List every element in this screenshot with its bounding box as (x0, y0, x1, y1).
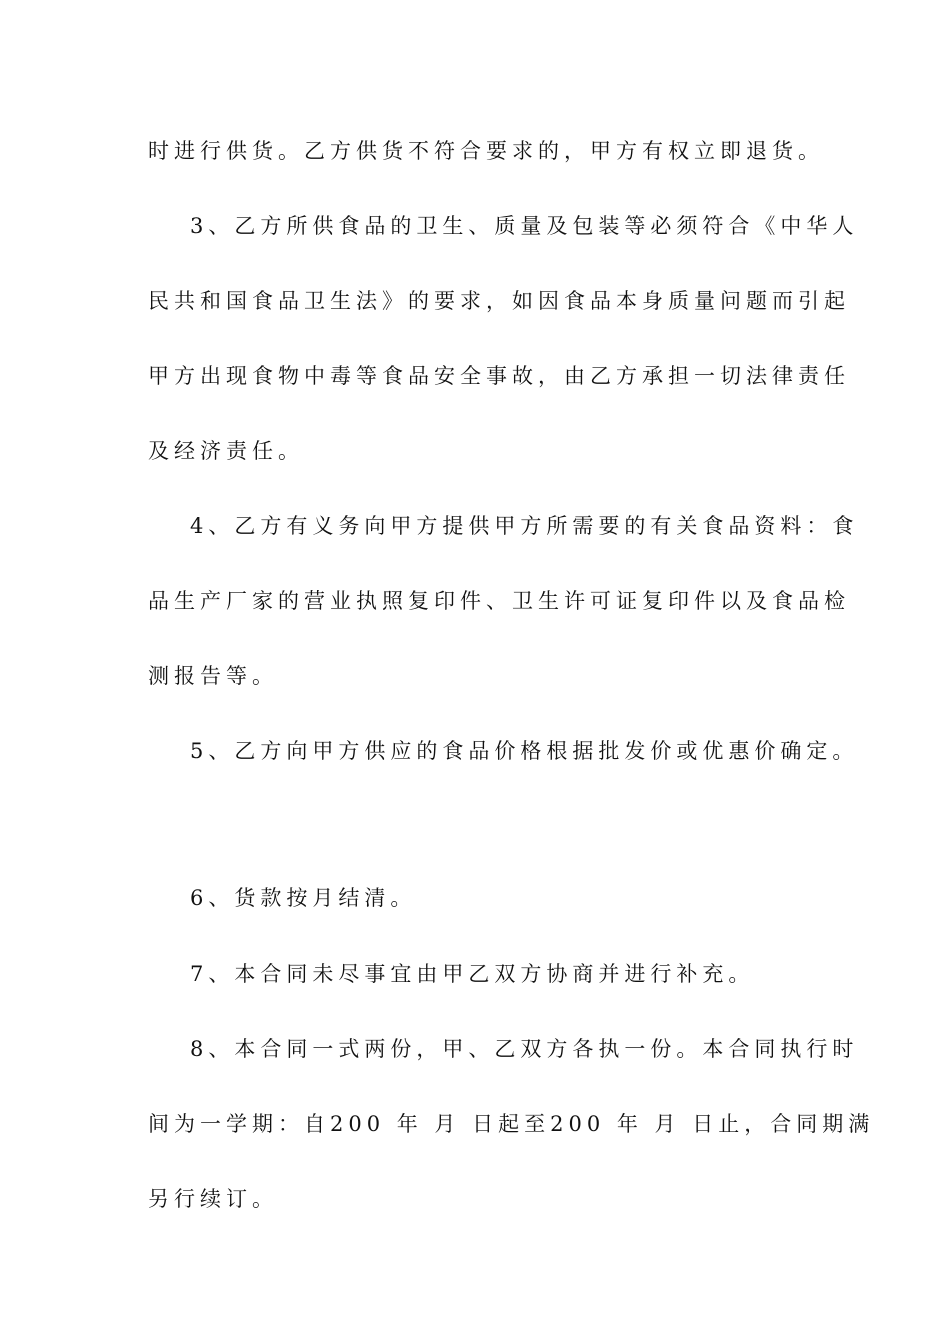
text-line: 4、乙方有义务向甲方提供甲方所需要的有关食品资料：食 (190, 514, 859, 538)
text-line: 5、乙方向甲方供应的食品价格根据批发价或优惠价确定。 (190, 739, 859, 763)
text-line: 另行续订。 (148, 1187, 278, 1211)
text-line: 及经济责任。 (148, 439, 304, 463)
text-line: 品生产厂家的营业执照复印件、卫生许可证复印件以及食品检 (148, 589, 850, 613)
text-line: 8、本合同一式两份，甲、乙双方各执一份。本合同执行时 (190, 1037, 859, 1061)
text-line: 时进行供货。乙方供货不符合要求的，甲方有权立即退货。 (148, 139, 824, 163)
text-line: 间为一学期：自200 年 月 日起至200 年 月 日止，合同期满 (148, 1112, 875, 1136)
text-line: 3、乙方所供食品的卫生、质量及包装等必须符合《中华人 (190, 214, 859, 238)
text-line: 测报告等。 (148, 664, 278, 688)
text-line: 甲方出现食物中毒等食品安全事故，由乙方承担一切法律责任 (148, 364, 850, 388)
text-line: 7、本合同未尽事宜由甲乙双方协商并进行补充。 (190, 962, 755, 986)
text-line: 民共和国食品卫生法》的要求，如因食品本身质量问题而引起 (148, 289, 850, 313)
text-line: 6、货款按月结清。 (190, 886, 417, 910)
